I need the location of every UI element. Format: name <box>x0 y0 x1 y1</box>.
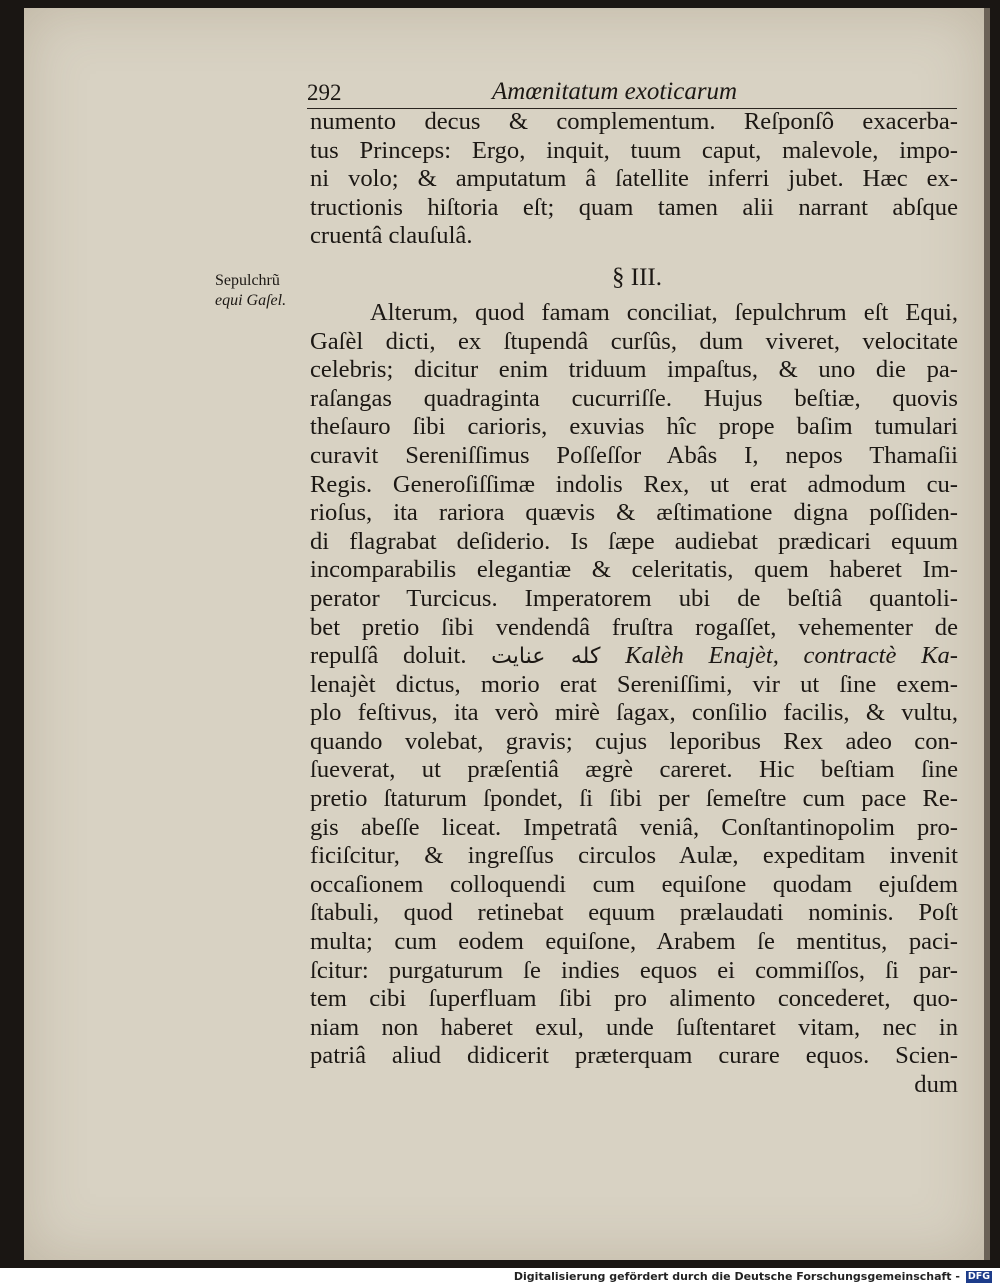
dfg-logo: DFG <box>967 1271 990 1282</box>
text-line: occaſionem colloquendi cum equiſone quodam ejuſdem <box>310 870 958 898</box>
arabic-phrase: كله عنايت <box>491 644 601 670</box>
text-line: Regis. Generoſiſſimæ indolis Rex, ut erat admodum cu- <box>310 470 958 498</box>
text-line: plo feſtivus, ita verò mirè ſagax, conſilio facilis, & vultu, <box>310 699 958 727</box>
text-line: bet pretio ſibi vendendâ fruſtra rogaſſet, vehementer de <box>310 613 958 641</box>
page-edge <box>984 8 990 1260</box>
arabic-line-start: repulſâ doluit. <box>310 642 467 670</box>
margin-note-line: equi Gaſel. <box>215 292 287 309</box>
margin-note-line: Sepulchrũ <box>215 272 280 289</box>
margin-note <box>215 271 310 311</box>
text-line: lenajèt dictus, morio erat Sereniſſimi, vir ut ſine exem- <box>310 670 958 698</box>
text-line: gis abeſſe liceat. Impetratâ veniâ, Conſtantinopolim pro- <box>310 813 958 841</box>
text-line: tus Princeps: Ergo, inquit, tuum caput, malevole, impo- <box>310 136 958 164</box>
text-line: patriâ aliud didicerit præterquam curare equos. Scien- <box>310 1042 958 1070</box>
text-line: ſcitur: purgaturum ſe indies equos ei commiſſos, ſi par- <box>310 956 958 984</box>
text-line: celebris; dicitur enim triduum impaſtus, & uno die pa- <box>310 356 958 384</box>
text-line: multa; cum eodem equiſone, Arabem ſe mentitus, paci- <box>310 928 958 956</box>
text-line: di flagrabat deſiderio. Is ſæpe audiebat prædicari equum <box>310 527 958 555</box>
text-line: tructionis hiſtoria eſt; quam tamen alii narrant abſque <box>310 193 958 221</box>
paragraph-main <box>310 299 958 642</box>
text-line: ſueverat, ut præſentiâ ægrè careret. Hic beſtiam ſine <box>310 756 958 784</box>
text-line: curavit Sereniſſimus Poſſeſſor Abâs I, nepos Thamaſii <box>310 441 958 469</box>
text-line: ficiſcitur, & ingreſſus circulos Aulæ, expeditam invenit <box>310 842 958 870</box>
section-heading: § III. <box>612 263 662 291</box>
text-line: pretio ſtaturum ſpondet, ſi ſibi per ſemeſtre cum pace Re- <box>310 785 958 813</box>
text-line: Alterum, quod famam conciliat, ſepulchrum eſt Equi, <box>370 298 958 326</box>
text-line: niam non haberet exul, unde ſuſtentaret vitam, nec in <box>310 1013 958 1041</box>
arabic-line <box>310 642 958 671</box>
body-text <box>310 108 958 1100</box>
text-line: rioſus, ita rariora quævis & æſtimatione digna poſſiden- <box>310 499 958 527</box>
catchword: dum <box>914 1071 958 1098</box>
paragraph-main-continued <box>310 671 958 1071</box>
text-line: quando volebat, gravis; cujus leporibus Rex adeo con- <box>310 727 958 755</box>
page-header <box>307 78 957 109</box>
text-line: tem cibi ſuperfluam ſibi pro alimento concederet, quo- <box>310 985 958 1013</box>
arabic-line-end: Kalèh Enajèt, contractè Ka- <box>625 642 958 670</box>
text-line: perator Turcicus. Imperatorem ubi de beſtiâ quantoli- <box>310 584 958 612</box>
text-line: ni volo; & amputatum â ſatellite inferri jubet. Hæc ex- <box>310 165 958 193</box>
text-line: ſtabuli, quod retinebat equum prælaudati nominis. Poſt <box>310 899 958 927</box>
footer-credit <box>514 1268 992 1285</box>
page-number: 292 <box>307 80 342 105</box>
text-line: theſauro ſibi carioris, exuvias hîc prope baſim tumulari <box>310 413 958 441</box>
text-line: incomparabilis elegantiæ & celeritatis, quem haberet Im- <box>310 556 958 584</box>
text-line: raſangas quadraginta cucurriſſe. Hujus beſtiæ, quovis <box>310 384 958 412</box>
running-title: Amœnitatum exoticarum <box>492 78 738 105</box>
text-line: cruentâ clauſulâ. <box>310 222 473 250</box>
text-line: Gaſèl dicti, ex ſtupendâ curſûs, dum viveret, velocitate <box>310 327 958 355</box>
paragraph-continuation <box>310 108 958 251</box>
text-line: numento decus & complementum. Reſponſô exacerba- <box>310 108 958 135</box>
footer-text: Digitalisierung gefördert durch die Deutsche Forschungsgemeinschaft - <box>513 1270 960 1283</box>
